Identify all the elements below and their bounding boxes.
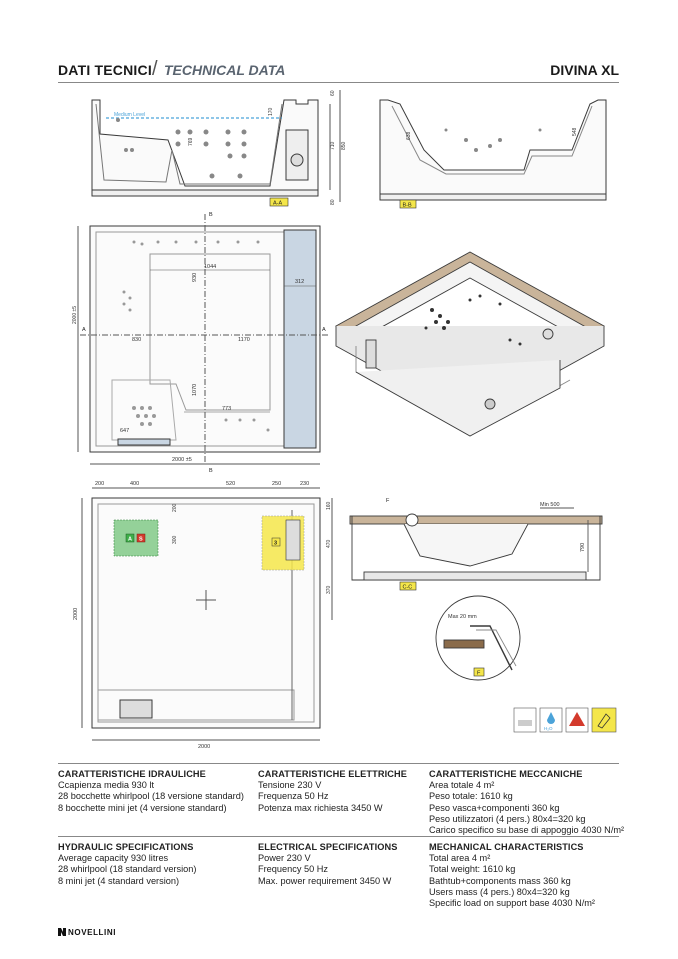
isometric-drawing: [336, 252, 604, 436]
spec-line: Specific load on support base 4030 N/m²: [429, 898, 595, 909]
spec-line: Potenza max richiesta 3450 W: [258, 802, 383, 813]
cc-marker-f: F: [386, 498, 390, 504]
base-dim-160: 160: [326, 501, 332, 510]
spec-line: Average capacity 930 litres: [58, 853, 169, 864]
base-pump: [286, 520, 300, 560]
detail-f-dim: Max 20 mm: [448, 614, 477, 620]
title-separator: /: [152, 58, 158, 80]
spec-mechanical-it-title: CARATTERISTICHE MECCANICHE: [429, 769, 583, 779]
spec-line: 28 bocchette whirlpool (18 versione standard): [58, 791, 244, 802]
spec-line: Frequenza 50 Hz: [258, 791, 329, 802]
aa-dim-60: 60: [330, 90, 336, 96]
base-yellow-tag-label: 3: [274, 540, 278, 547]
base-dim-520: 520: [226, 481, 236, 487]
brand-name: NOVELLINI: [68, 928, 117, 937]
spec-line: Total weight: 1610 kg: [429, 864, 516, 875]
brand-logo: [58, 928, 116, 937]
spec-electrical-en-title: ELECTRICAL SPECIFICATIONS: [258, 842, 398, 852]
plan-dim-1044: 1044: [204, 264, 217, 270]
cc-label: C-C: [402, 584, 413, 591]
novellini-logo-icon: [58, 928, 66, 936]
detail-f-drawing: [436, 596, 520, 680]
plan-marker-top: B: [209, 212, 213, 218]
plan-dim-773: 773: [222, 406, 232, 412]
spec-line: Area totale 4 m²: [429, 780, 495, 791]
spec-line: Carico specifico su base di appoggio 4030 N/m²: [429, 825, 625, 836]
base-dim-230: 230: [300, 481, 310, 487]
spec-hydraulic-it: [58, 769, 244, 814]
spec-line: Peso vasca+componenti 360 kg: [429, 802, 560, 813]
bb-dim-638: 638: [406, 131, 412, 140]
spec-mechanical-en-title: MECHANICAL CHARACTERISTICS: [429, 842, 584, 852]
title-italian: DATI TECNICI: [58, 62, 152, 78]
base-green-tag-a-label: A: [128, 536, 132, 543]
base-dim-inner-300: 300: [172, 535, 178, 544]
section-cc-drawing: [350, 508, 602, 580]
spec-line: 8 bocchette mini jet (4 versione standard): [58, 802, 227, 813]
plan-dim-2000-bottom: 2000 ±5: [172, 457, 192, 463]
plan-dim-2000-left: 2000 ±5: [72, 305, 78, 324]
spec-line: Ccapienza media 930 lt: [58, 780, 155, 791]
spec-mechanical-en: [429, 842, 595, 909]
bb-jets: [445, 129, 542, 153]
plan-dim-312: 312: [295, 279, 305, 285]
plan-dim-930: 930: [192, 272, 198, 282]
base-dim-2000-left: 2000: [73, 607, 79, 620]
aa-dim-80: 80: [330, 199, 336, 205]
plan-dim-830: 830: [132, 337, 142, 343]
aa-dim-170: 170: [268, 107, 274, 116]
base-dim-250: 250: [272, 481, 282, 487]
spec-line: Peso utilizzatori (4 pers.) 80x4=320 kg: [429, 813, 586, 824]
section-bb-drawing: [380, 100, 606, 200]
spec-line: Bathtub+components mass 360 kg: [429, 875, 571, 886]
base-green-zone: [114, 520, 158, 556]
plug-icon: [592, 708, 616, 732]
base-dim-inner-200: 200: [172, 503, 178, 512]
base-dim-2000-bottom: 2000: [198, 744, 211, 750]
base-dim-200: 200: [95, 481, 105, 487]
spec-hydraulic-it-title: CARATTERISTICHE IDRAULICHE: [58, 769, 206, 779]
cc-dim-790: 790: [580, 542, 586, 552]
aa-water-label: Medium Level: [114, 112, 146, 118]
base-dim-400: 400: [130, 481, 140, 487]
spec-line: Max. power requirement 3450 W: [258, 875, 392, 886]
base-dim-470: 470: [326, 539, 332, 548]
spec-line: Total area 4 m²: [429, 853, 491, 864]
plan-marker-left: A: [82, 327, 86, 333]
plan-dim-647: 647: [120, 428, 130, 434]
spec-hydraulic-en-title: HYDRAULIC SPECIFICATIONS: [58, 842, 194, 852]
spec-line: Peso totale: 1610 kg: [429, 791, 513, 802]
spec-line: 28 whirlpool (18 standard version): [58, 864, 197, 875]
specs-top-rule: [58, 763, 619, 764]
spec-line: 8 mini jet (4 standard version): [58, 875, 180, 886]
icon-strip: [514, 708, 616, 732]
base-red-tag-s-label: S: [139, 536, 143, 543]
spec-electrical-it-title: CARATTERISTICHE ELETTRICHE: [258, 769, 407, 779]
h2o-label: H₂O: [544, 726, 553, 731]
aa-dim-850: 850: [341, 141, 347, 150]
product-name: DIVINA XL: [550, 62, 619, 78]
spec-line: Power 230 V: [258, 853, 311, 864]
spec-electrical-en: [258, 842, 397, 887]
plan-dim-1170: 1170: [238, 337, 250, 343]
bb-dim-548: 548: [572, 127, 578, 136]
section-aa-drawing: [92, 90, 340, 202]
spec-line: Frequency 50 Hz: [258, 864, 328, 875]
spec-electrical-it: [258, 769, 407, 814]
aa-dim-769: 769: [188, 137, 194, 146]
plan-dim-1070: 1070: [192, 383, 198, 396]
plan-marker-bottom: B: [209, 468, 213, 474]
aa-label: A-A: [273, 200, 283, 207]
specs-mid-rule: [58, 836, 619, 837]
base-dim-370: 370: [326, 585, 332, 594]
plan-marker-right: A: [322, 327, 326, 333]
spec-line: Users mass (4 pers.) 80x4=320 kg: [429, 886, 570, 897]
detail-f-label: F: [477, 670, 481, 677]
aa-dim-710: 710: [330, 141, 336, 150]
spec-hydraulic-en: [58, 842, 196, 887]
plan-view-drawing: [78, 214, 330, 464]
spec-line: Tensione 230 V: [258, 780, 322, 791]
title-english: TECHNICAL DATA: [164, 62, 286, 78]
spec-mechanical-it: [429, 769, 624, 836]
cc-dim-min: Min 500: [540, 502, 560, 508]
bb-label: B-B: [402, 202, 412, 209]
